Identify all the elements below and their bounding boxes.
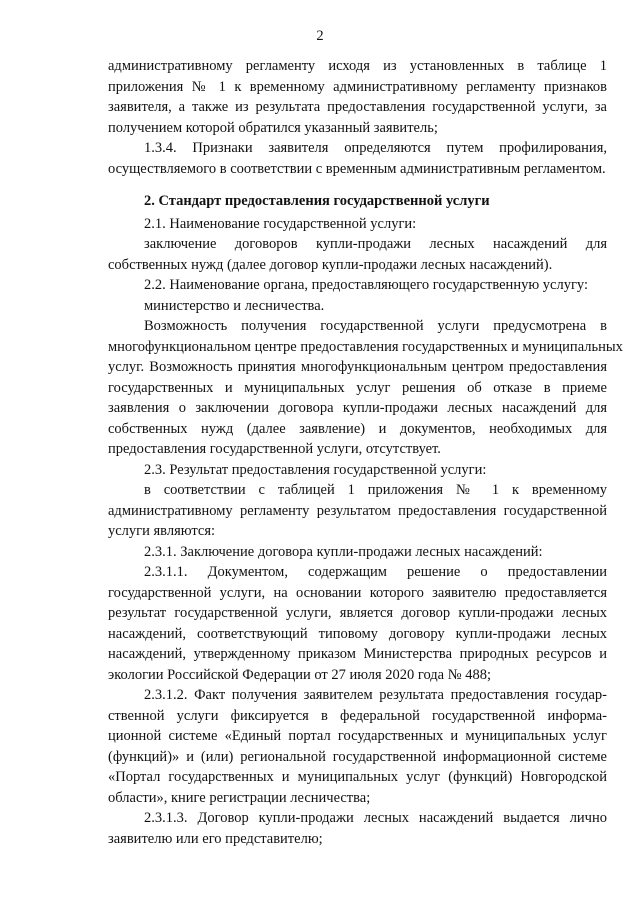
paragraph (108, 808, 607, 849)
text-line: заявителю или его представителю; (108, 830, 323, 847)
paragraph (108, 685, 607, 808)
text-line: 2.3.1. Заключение договора купли-продажи лесных насаждений: (144, 543, 543, 560)
text-line: 2.3. Результат предоставления государственной услуги: (144, 461, 487, 478)
text-line: 2.3.1.1. Документом, содержащим решение о предоставлении (144, 564, 607, 580)
text-line: результат государственной услуги, является договор купли-продажи лесных (108, 605, 607, 621)
text-line: (функций)» и (или) региональной государственной информационной системе (108, 748, 607, 765)
heading-text: 2. Стандарт предоставления государственной услуги (144, 193, 490, 209)
document-body (108, 56, 623, 849)
text-line: насаждений, соответствующий типовому договору купли-продажи лесных (108, 625, 607, 642)
text-line: государственной услуги, на основании которого заявителю предоставляется (108, 584, 607, 601)
text-line: ственной услуги фиксируется в федеральной государственной информа- (108, 707, 607, 724)
text-line: административному регламенту результатом предоставления государственной (108, 502, 607, 519)
paragraph (108, 214, 607, 235)
paragraph (108, 460, 607, 481)
paragraph (108, 562, 607, 685)
text-line: в соответствии с таблицей 1 приложения № 1 к временному (144, 482, 607, 498)
section-heading (108, 191, 607, 212)
paragraph (108, 275, 607, 296)
text-line: Возможность получения государственной услуги предусмотрена в (144, 318, 607, 334)
paragraph (108, 138, 607, 179)
paragraph (108, 234, 607, 275)
text-line: 2.3.1.3. Договор купли-продажи лесных насаждений выдается лично (144, 810, 607, 826)
text-line: услуг. Возможность принятия многофункциональным центром предоставления (108, 359, 607, 375)
text-line: административному регламенту исходя из установленных в таблице 1 (108, 58, 607, 74)
text-line: насаждений, утвержденному приказом Министерства природных ресурсов и (108, 646, 607, 662)
text-line: собственных нужд (далее заявление) и документов, необходимых для (108, 420, 607, 437)
text-line: собственных нужд (далее договор купли-продажи лесных насаждений). (108, 256, 553, 273)
text-line: 2.2. Наименование органа, предоставляющего государственную услугу: (144, 277, 588, 293)
text-line: министерство и лесничества. (144, 297, 325, 314)
page-number: 2 (316, 28, 324, 44)
text-line: получением которой обратился указанный заявитель; (108, 119, 438, 136)
paragraph (108, 542, 607, 563)
paragraph (108, 56, 607, 138)
text-line: области», книге регистрации лесничества; (108, 789, 371, 806)
paragraph (108, 296, 607, 317)
text-line: ционной системе «Единый портал государственных и муниципальных услуг (108, 728, 607, 744)
text-line: услуги являются: (108, 523, 216, 539)
text-line: заявления о заключении договора купли-продажи лесных насаждений для (108, 400, 607, 416)
text-line: заявителя, а также из результата предоставления государственной услуги, за (108, 99, 607, 115)
paragraph (108, 316, 623, 460)
text-line: государственных и муниципальных услуг решения об отказе в приеме (108, 379, 607, 396)
text-line: осуществляемого в соответствии с временным административным регламентом. (108, 160, 606, 177)
text-line: 2.1. Наименование государственной услуги: (144, 215, 417, 232)
text-line: 1.3.4. Признаки заявителя определяются путем профилирования, (144, 140, 607, 156)
text-line: заключение договоров купли-продажи лесных насаждений для (144, 236, 607, 252)
paragraph (108, 480, 607, 542)
text-line: многофункциональном центре предоставления государственных и муниципальных (108, 338, 623, 355)
text-line: приложения № 1 к временному административному регламенту признаков (108, 78, 607, 95)
text-line: «Портал государственных и муниципальных услуг (функций) Новгородской (108, 769, 607, 785)
text-line: экологии Российской Федерации от 27 июля 2020 года № 488; (108, 666, 491, 683)
text-line: 2.3.1.2. Факт получения заявителем результата предоставления государ- (144, 687, 607, 703)
text-line: предоставления государственной услуги, отсутствует. (108, 441, 441, 457)
